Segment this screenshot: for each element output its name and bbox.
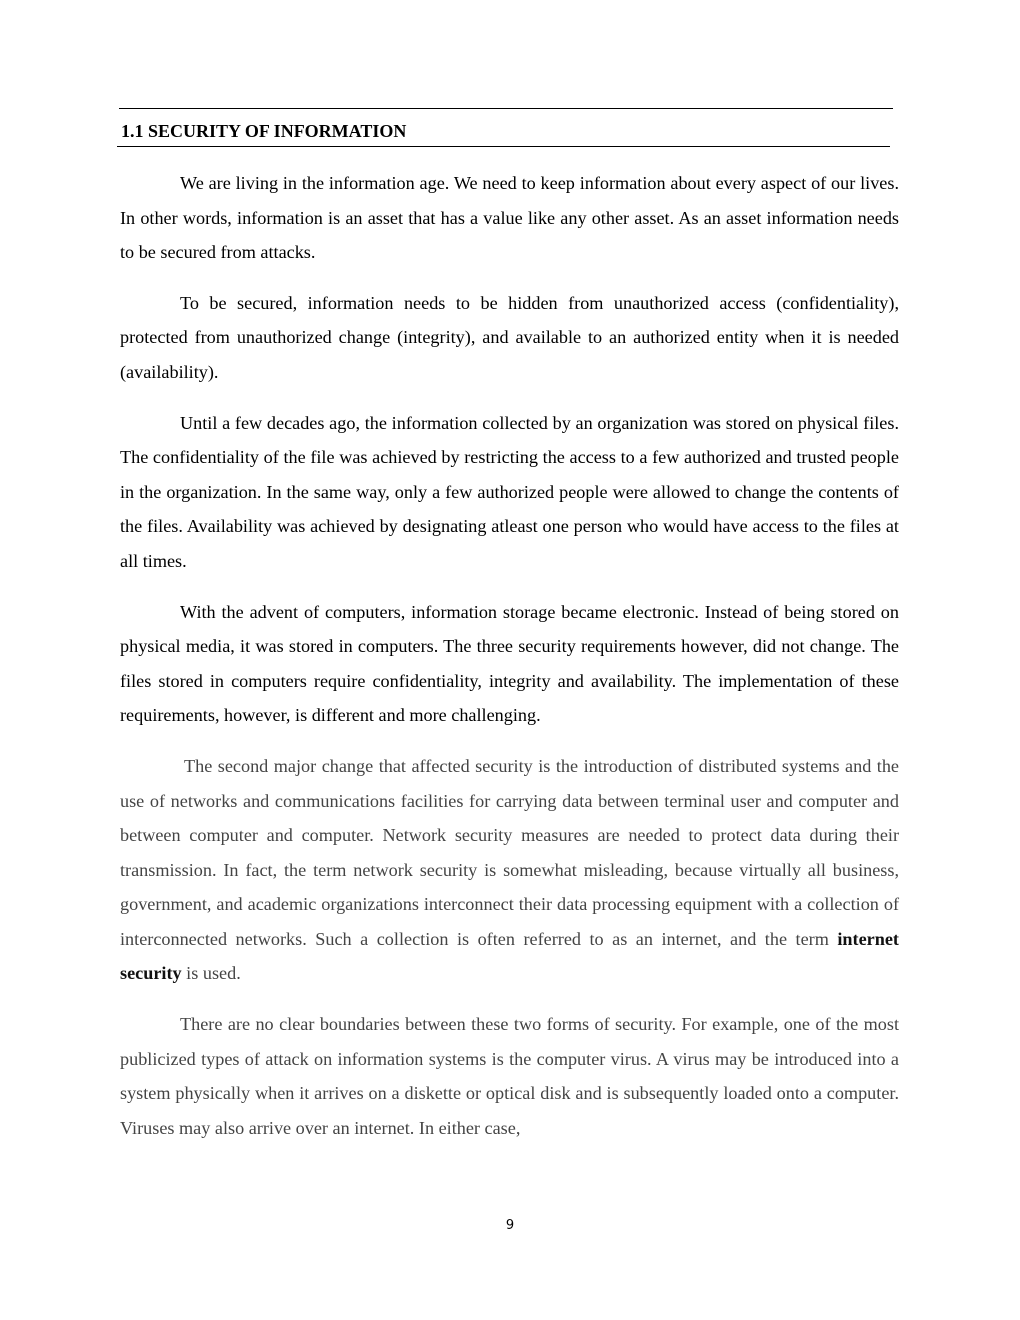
paragraph-boundaries: There are no clear boundaries between these two forms of security. For example, one of the most publicized types of attack on information systems is the computer virus. A virus may be introduced into a system physically when it arrives on a diskette or optical disk and is subsequently loaded onto a computer. Viruses may also arrive over an internet. In either case, — [120, 1014, 899, 1138]
page-number: 9 — [505, 1218, 515, 1233]
paragraph-distributed-systems-end: is used. — [181, 963, 241, 984]
paragraph-physical-files: Until a few decades ago, the information collected by an organization was stored on physical files. The confidentiality of the file was achieved by restricting the access to a few authorized and trusted people in the organization. In the same way, only a few authorized people were allowed to change the contents of the files. Availability was achieved by designating atleast one person who would have access to the files at all times. — [120, 412, 899, 571]
internet-security-term: internet security — [120, 928, 899, 984]
paragraph-information-age: We are living in the information age. We need to keep information about every aspect of our lives. In other words, information is an asset that has a value like any other asset. As an asset information needs to be secured from attacks. — [120, 173, 899, 263]
heading-bottom-rule — [117, 146, 890, 147]
paragraph-distributed-systems-text: The second major change that affected security is the introduction of distributed systems and the use of networks and communications facilities for carrying data between terminal user and computer and between computer and computer. Network security measures are needed to protect data during their transmission. In fact, the term network security is somewhat misleading, because virtually all business, government, and academic organizations interconnect their data processing equipment with a collection of interconnected networks. Such a collection is often referred to as an internet, and the term — [120, 755, 899, 949]
paragraph-security-goals: To be secured, information needs to be hidden from unauthorized access (confidentiality), protected from unauthorized change (integrity), and available to an authorized entity when it is needed (availability). — [120, 292, 899, 382]
section-heading: 1.1 SECURITY OF INFORMATION — [121, 121, 407, 141]
paragraph-distributed-systems — [120, 749, 899, 991]
heading-top-rule — [119, 108, 893, 109]
paragraph-computers: With the advent of computers, information storage became electronic. Instead of being stored on physical media, it was stored in computers. The three security requirements however, did not change. The files stored in computers require confidentiality, integrity and availability. The implementation of these requirements, however, is different and more challenging. — [120, 601, 899, 726]
body-text — [120, 166, 899, 1161]
